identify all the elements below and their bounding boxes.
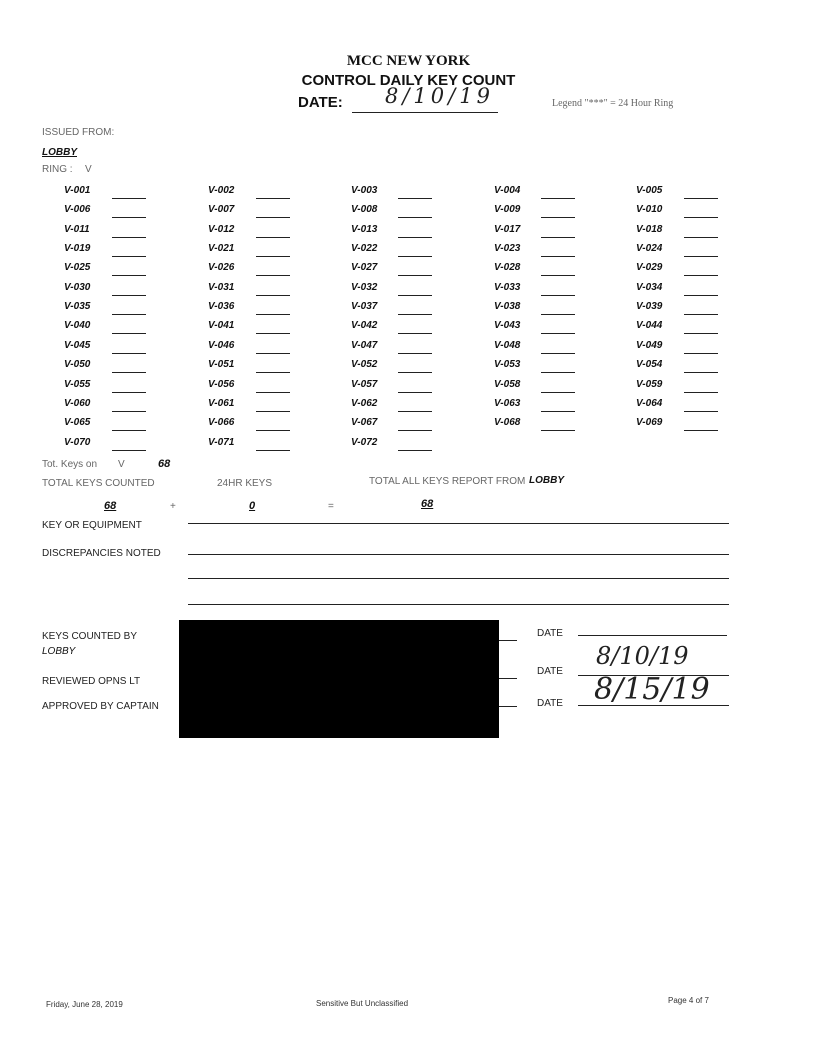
- key-label: V-059: [636, 379, 663, 390]
- key-count-blank: [112, 430, 146, 431]
- key-label: V-043: [494, 320, 521, 331]
- key-label: V-009: [494, 204, 521, 215]
- key-count-blank: [256, 450, 290, 451]
- key-count-blank: [112, 295, 146, 296]
- legend: Legend "***" = 24 Hour Ring: [552, 98, 674, 109]
- discrepancies-line-1: [188, 554, 729, 555]
- key-count-blank: [684, 353, 718, 354]
- reviewed-date-handwritten: 8/10/19: [596, 642, 689, 670]
- key-count-blank: [398, 411, 432, 412]
- total-counted-label: TOTAL KEYS COUNTED: [42, 478, 155, 489]
- date-line-1: [578, 635, 727, 636]
- key-label: V-006: [64, 204, 91, 215]
- date-label-3: DATE: [537, 698, 563, 709]
- redaction-block: [179, 620, 499, 738]
- key-count-blank: [541, 237, 575, 238]
- key-count-blank: [256, 237, 290, 238]
- key-count-blank: [398, 256, 432, 257]
- key-count-blank: [112, 372, 146, 373]
- tot-keys-ring: V: [118, 459, 125, 470]
- key-label: V-064: [636, 398, 663, 409]
- header-line2: CONTROL DAILY KEY COUNT: [301, 72, 516, 89]
- key-label: V-023: [494, 243, 521, 254]
- key-label: V-071: [208, 437, 235, 448]
- key-label: V-070: [64, 437, 91, 448]
- key-count-blank: [112, 275, 146, 276]
- key-label: V-007: [208, 204, 235, 215]
- key-label: V-028: [494, 262, 521, 273]
- key-count-blank: [398, 314, 432, 315]
- key-count-blank: [398, 353, 432, 354]
- key-count-blank: [112, 198, 146, 199]
- sig-line-1-tail: [499, 640, 517, 641]
- footer-classification: Sensitive But Unclassified: [316, 999, 409, 1008]
- key-count-blank: [256, 198, 290, 199]
- key-label: V-033: [494, 282, 521, 293]
- plus-sign: +: [170, 501, 176, 512]
- key-label: V-068: [494, 417, 521, 428]
- header-line1: MCC NEW YORK: [346, 53, 471, 69]
- key-count-blank: [684, 411, 718, 412]
- key-count-blank: [398, 450, 432, 451]
- key-count-blank: [398, 275, 432, 276]
- date-label: DATE:: [298, 94, 343, 111]
- key-count-blank: [112, 256, 146, 257]
- issued-from-label: ISSUED FROM:: [42, 127, 115, 138]
- key-or-equipment-label: KEY OR EQUIPMENT: [42, 520, 142, 531]
- key-label: V-035: [64, 301, 91, 312]
- key-label: V-004: [494, 185, 521, 196]
- date-label-2: DATE: [537, 666, 563, 677]
- key-label: V-041: [208, 320, 235, 331]
- key-label: V-011: [64, 224, 90, 235]
- key-label: V-038: [494, 301, 521, 312]
- counted-location: LOBBY: [42, 646, 76, 657]
- key-label: V-021: [208, 243, 235, 254]
- approved-date-handwritten: 8/15/19: [594, 672, 710, 707]
- equals-sign: =: [328, 501, 334, 512]
- key-label: V-061: [208, 398, 235, 409]
- total-all-label: TOTAL ALL KEYS REPORT FROM: [369, 476, 526, 487]
- key-label: V-052: [351, 359, 378, 370]
- key-label: V-039: [636, 301, 663, 312]
- key-label: V-058: [494, 379, 521, 390]
- key-label: V-022: [351, 243, 378, 254]
- location-lobby: LOBBY: [42, 147, 77, 158]
- key-label: V-027: [351, 262, 378, 273]
- key-count-blank: [684, 392, 718, 393]
- key-count-blank: [256, 217, 290, 218]
- key-count-blank: [541, 275, 575, 276]
- key-count-blank: [398, 217, 432, 218]
- key-count-blank: [256, 256, 290, 257]
- key-count-blank: [684, 198, 718, 199]
- key-label: V-013: [351, 224, 378, 235]
- key-count-blank: [398, 392, 432, 393]
- key-count-blank: [684, 275, 718, 276]
- key-count-blank: [256, 411, 290, 412]
- key-count-blank: [112, 450, 146, 451]
- approved-label: APPROVED BY CAPTAIN: [42, 701, 159, 712]
- key-count-blank: [541, 256, 575, 257]
- discrepancies-line-2: [188, 578, 729, 579]
- key-label: V-046: [208, 340, 235, 351]
- key-count-blank: [684, 256, 718, 257]
- key-count-blank: [541, 392, 575, 393]
- key-count-blank: [256, 275, 290, 276]
- key-count-blank: [256, 353, 290, 354]
- key-count-blank: [541, 372, 575, 373]
- hr24-value: 0: [249, 500, 256, 512]
- key-count-blank: [256, 372, 290, 373]
- key-count-blank: [112, 237, 146, 238]
- key-count-blank: [541, 198, 575, 199]
- key-count-blank: [684, 314, 718, 315]
- ring-label: RING :: [42, 164, 73, 175]
- key-count-blank: [398, 237, 432, 238]
- key-label: V-034: [636, 282, 663, 293]
- key-count-blank: [541, 217, 575, 218]
- key-label: V-057: [351, 379, 378, 390]
- key-label: V-054: [636, 359, 663, 370]
- key-label: V-042: [351, 320, 378, 331]
- hr24-label: 24HR KEYS: [217, 478, 273, 489]
- key-label: V-002: [208, 185, 235, 196]
- key-count-blank: [398, 333, 432, 334]
- sig-line-2-tail: [499, 678, 517, 679]
- footer-page: Page 4 of 7: [668, 996, 709, 1005]
- key-label: V-032: [351, 282, 378, 293]
- footer-date: Friday, June 28, 2019: [46, 1000, 123, 1009]
- key-count-blank: [684, 333, 718, 334]
- key-label: V-029: [636, 262, 663, 273]
- key-count-blank: [684, 217, 718, 218]
- key-count-blank: [256, 392, 290, 393]
- discrepancies-line-3: [188, 604, 729, 605]
- key-label: V-072: [351, 437, 378, 448]
- key-count-blank: [112, 392, 146, 393]
- discrepancies-label: DISCREPANCIES NOTED: [42, 548, 161, 559]
- key-count-blank: [112, 353, 146, 354]
- key-label: V-025: [64, 262, 91, 273]
- key-count-blank: [398, 372, 432, 373]
- key-label: V-026: [208, 262, 235, 273]
- key-label: V-019: [64, 243, 91, 254]
- key-count-blank: [256, 295, 290, 296]
- key-label: V-055: [64, 379, 91, 390]
- date-label-1: DATE: [537, 628, 563, 639]
- key-label: V-048: [494, 340, 521, 351]
- key-label: V-003: [351, 185, 378, 196]
- counted-value: 68: [104, 500, 117, 512]
- key-label: V-062: [351, 398, 378, 409]
- ring-value: V: [85, 164, 92, 175]
- key-label: V-065: [64, 417, 91, 428]
- key-label: V-030: [64, 282, 91, 293]
- reviewed-label: REVIEWED OPNS LT: [42, 676, 141, 687]
- key-count-blank: [684, 430, 718, 431]
- key-count-blank: [541, 295, 575, 296]
- key-count-blank: [112, 314, 146, 315]
- key-count-blank: [398, 295, 432, 296]
- tot-keys-label: Tot. Keys on: [42, 459, 98, 470]
- key-label: V-047: [351, 340, 378, 351]
- key-label: V-001: [64, 185, 91, 196]
- key-count-blank: [256, 314, 290, 315]
- total-value: 68: [421, 498, 434, 510]
- key-count-blank: [684, 372, 718, 373]
- sig-line-3-tail: [499, 706, 517, 707]
- key-label: V-018: [636, 224, 663, 235]
- key-count-blank: [541, 353, 575, 354]
- keys-counted-by-label: KEYS COUNTED BY: [42, 631, 138, 642]
- key-label: V-060: [64, 398, 91, 409]
- key-label: V-036: [208, 301, 235, 312]
- key-count-blank: [541, 333, 575, 334]
- key-label: V-069: [636, 417, 663, 428]
- total-all-location: LOBBY: [529, 475, 564, 486]
- key-label: V-044: [636, 320, 663, 331]
- key-count-blank: [256, 333, 290, 334]
- key-label: V-063: [494, 398, 521, 409]
- key-label: V-045: [64, 340, 91, 351]
- key-count-blank: [398, 430, 432, 431]
- key-count-blank: [112, 411, 146, 412]
- date-line: [352, 112, 498, 113]
- key-label: V-012: [208, 224, 235, 235]
- key-count-blank: [112, 217, 146, 218]
- key-label: V-031: [208, 282, 235, 293]
- key-label: V-024: [636, 243, 663, 254]
- tot-keys-value: 68: [158, 458, 171, 470]
- key-count-blank: [541, 411, 575, 412]
- key-count-blank: [256, 430, 290, 431]
- key-label: V-040: [64, 320, 91, 331]
- key-label: V-050: [64, 359, 91, 370]
- key-count-blank: [112, 333, 146, 334]
- key-label: V-051: [208, 359, 235, 370]
- key-label: V-017: [494, 224, 521, 235]
- key-label: V-053: [494, 359, 521, 370]
- date-handwritten: 8/10/19: [385, 84, 494, 108]
- key-label: V-056: [208, 379, 235, 390]
- key-label: V-010: [636, 204, 663, 215]
- key-count-blank: [398, 198, 432, 199]
- key-label: V-066: [208, 417, 235, 428]
- key-label: V-037: [351, 301, 378, 312]
- key-label: V-005: [636, 185, 663, 196]
- key-count-blank: [541, 314, 575, 315]
- key-label: V-049: [636, 340, 663, 351]
- key-count-blank: [541, 430, 575, 431]
- key-count-blank: [684, 295, 718, 296]
- key-label: V-067: [351, 417, 378, 428]
- key-or-equipment-line: [188, 523, 729, 524]
- key-count-blank: [684, 237, 718, 238]
- key-label: V-008: [351, 204, 378, 215]
